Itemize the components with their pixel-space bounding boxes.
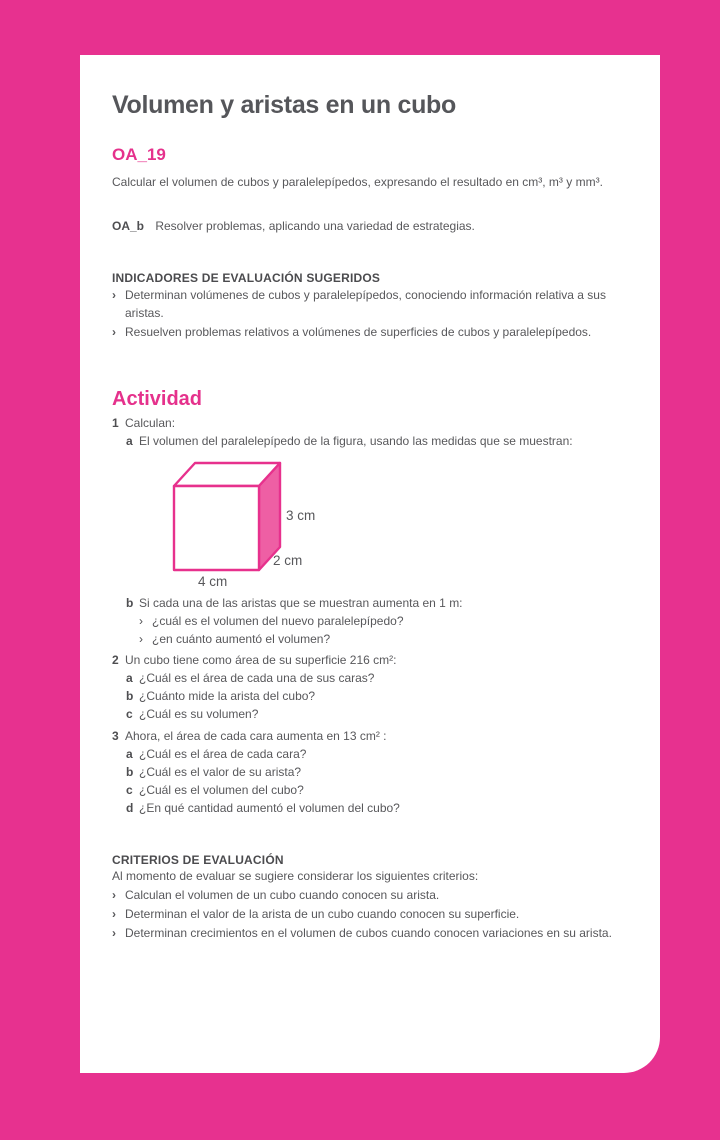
chevron-bullet-icon: › bbox=[112, 287, 116, 302]
page-title: Volumen y aristas en un cubo bbox=[112, 91, 456, 119]
indicador-bullet bbox=[112, 286, 636, 323]
criterios-intro: Al momento de evaluar se sugiere considerar los siguientes criterios: bbox=[112, 868, 479, 883]
oab-text: Resolver problemas, aplicando una variedad de estrategias. bbox=[155, 218, 475, 233]
item-number: 2 bbox=[112, 652, 119, 667]
activity-item-2 bbox=[112, 651, 636, 669]
activity-item-2c bbox=[112, 705, 636, 723]
item-text: El volumen del paralelepípedo de la figura, usando las medidas que se muestran: bbox=[139, 433, 573, 448]
criterio-bullet bbox=[112, 886, 636, 905]
criterio-bullet bbox=[112, 905, 636, 924]
item-number: 3 bbox=[112, 728, 119, 743]
activity-item-1b-sub bbox=[112, 612, 636, 630]
indicador-bullet bbox=[112, 323, 636, 342]
activity-item-2a bbox=[112, 669, 636, 687]
activity-item-1a bbox=[112, 432, 636, 450]
criterio-text: Calculan el volumen de un cubo cuando conocen su arista. bbox=[125, 887, 440, 902]
activity-item-1 bbox=[112, 414, 636, 432]
worksheet-card bbox=[80, 55, 660, 1073]
parallelepiped-drawing bbox=[162, 457, 322, 591]
criterio-text: Determinan el valor de la arista de un cubo cuando conocen su superficie. bbox=[125, 906, 520, 921]
item-number: 1 bbox=[112, 415, 119, 430]
item-letter: a bbox=[126, 670, 133, 685]
activity-item-3 bbox=[112, 727, 636, 745]
activity-item-3d bbox=[112, 799, 636, 817]
item-text: Si cada una de las aristas que se muestran aumenta en 1 m: bbox=[139, 595, 463, 610]
item-letter: a bbox=[126, 433, 133, 448]
item-text: ¿En qué cantidad aumentó el volumen del cubo? bbox=[139, 800, 400, 815]
activity-item-3c bbox=[112, 781, 636, 799]
item-letter: c bbox=[126, 706, 133, 721]
item-text: ¿Cuál es el área de cada cara? bbox=[139, 746, 307, 761]
activity-item-1b bbox=[112, 594, 636, 612]
item-text: ¿en cuánto aumentó el volumen? bbox=[152, 631, 331, 646]
chevron-bullet-icon: › bbox=[112, 887, 116, 902]
item-letter: b bbox=[126, 688, 134, 703]
indicador-text: Resuelven problemas relativos a volúmenes de superficies de cubos y paralelepípedos. bbox=[125, 325, 592, 339]
item-letter: b bbox=[126, 764, 134, 779]
chevron-bullet-icon: › bbox=[139, 631, 143, 646]
item-text: ¿Cuál es el área de cada una de sus caras? bbox=[139, 670, 375, 685]
item-text: ¿Cuál es su volumen? bbox=[139, 706, 259, 721]
activity-item-1b-sub bbox=[112, 630, 636, 648]
item-letter: c bbox=[126, 782, 133, 797]
oa19-description: Calcular el volumen de cubos y paralelepípedos, expresando el resultado en cm³, m³ y mm³. bbox=[112, 175, 603, 189]
criterio-bullet bbox=[112, 924, 636, 943]
indicadores-heading: INDICADORES DE EVALUACIÓN SUGERIDOS bbox=[112, 271, 381, 285]
criterios-heading: CRITERIOS DE EVALUACIÓN bbox=[112, 852, 284, 867]
item-text: Calculan: bbox=[125, 415, 176, 430]
width-dimension-label: 4 cm bbox=[198, 573, 228, 589]
item-text: Un cubo tiene como área de su superficie 216 cm²: bbox=[125, 652, 397, 667]
criterio-text: Determinan crecimientos en el volumen de cubos cuando conocen variaciones en su arista. bbox=[125, 925, 612, 940]
chevron-bullet-icon: › bbox=[139, 613, 143, 628]
parallelepiped-figure bbox=[162, 457, 322, 591]
chevron-bullet-icon: › bbox=[112, 325, 116, 339]
activity-item-3b bbox=[112, 763, 636, 781]
item-text: Ahora, el área de cada cara aumenta en 13 cm² : bbox=[125, 728, 387, 743]
actividad-heading: Actividad bbox=[112, 387, 203, 410]
depth-dimension-label: 2 cm bbox=[273, 552, 303, 568]
item-letter: b bbox=[126, 595, 134, 610]
chevron-bullet-icon: › bbox=[112, 906, 116, 921]
item-letter: d bbox=[126, 800, 134, 815]
indicador-text: Determinan volúmenes de cubos y paralelepípedos, conociendo información relativa a sus aristas. bbox=[125, 287, 606, 320]
item-text: ¿cuál es el volumen del nuevo paralelepípedo? bbox=[152, 613, 404, 628]
oab-row bbox=[112, 217, 636, 236]
oab-label: OA_b bbox=[112, 218, 145, 233]
item-text: ¿Cuál es el volumen del cubo? bbox=[139, 782, 304, 797]
oa19-heading: OA_19 bbox=[112, 145, 166, 164]
item-text: ¿Cuál es el valor de su arista? bbox=[139, 764, 302, 779]
activity-item-2b bbox=[112, 687, 636, 705]
item-letter: a bbox=[126, 746, 133, 761]
activity-item-3a bbox=[112, 745, 636, 763]
box-front-face bbox=[174, 486, 259, 570]
item-text: ¿Cuánto mide la arista del cubo? bbox=[139, 688, 316, 703]
chevron-bullet-icon: › bbox=[112, 925, 116, 940]
height-dimension-label: 3 cm bbox=[286, 507, 316, 523]
